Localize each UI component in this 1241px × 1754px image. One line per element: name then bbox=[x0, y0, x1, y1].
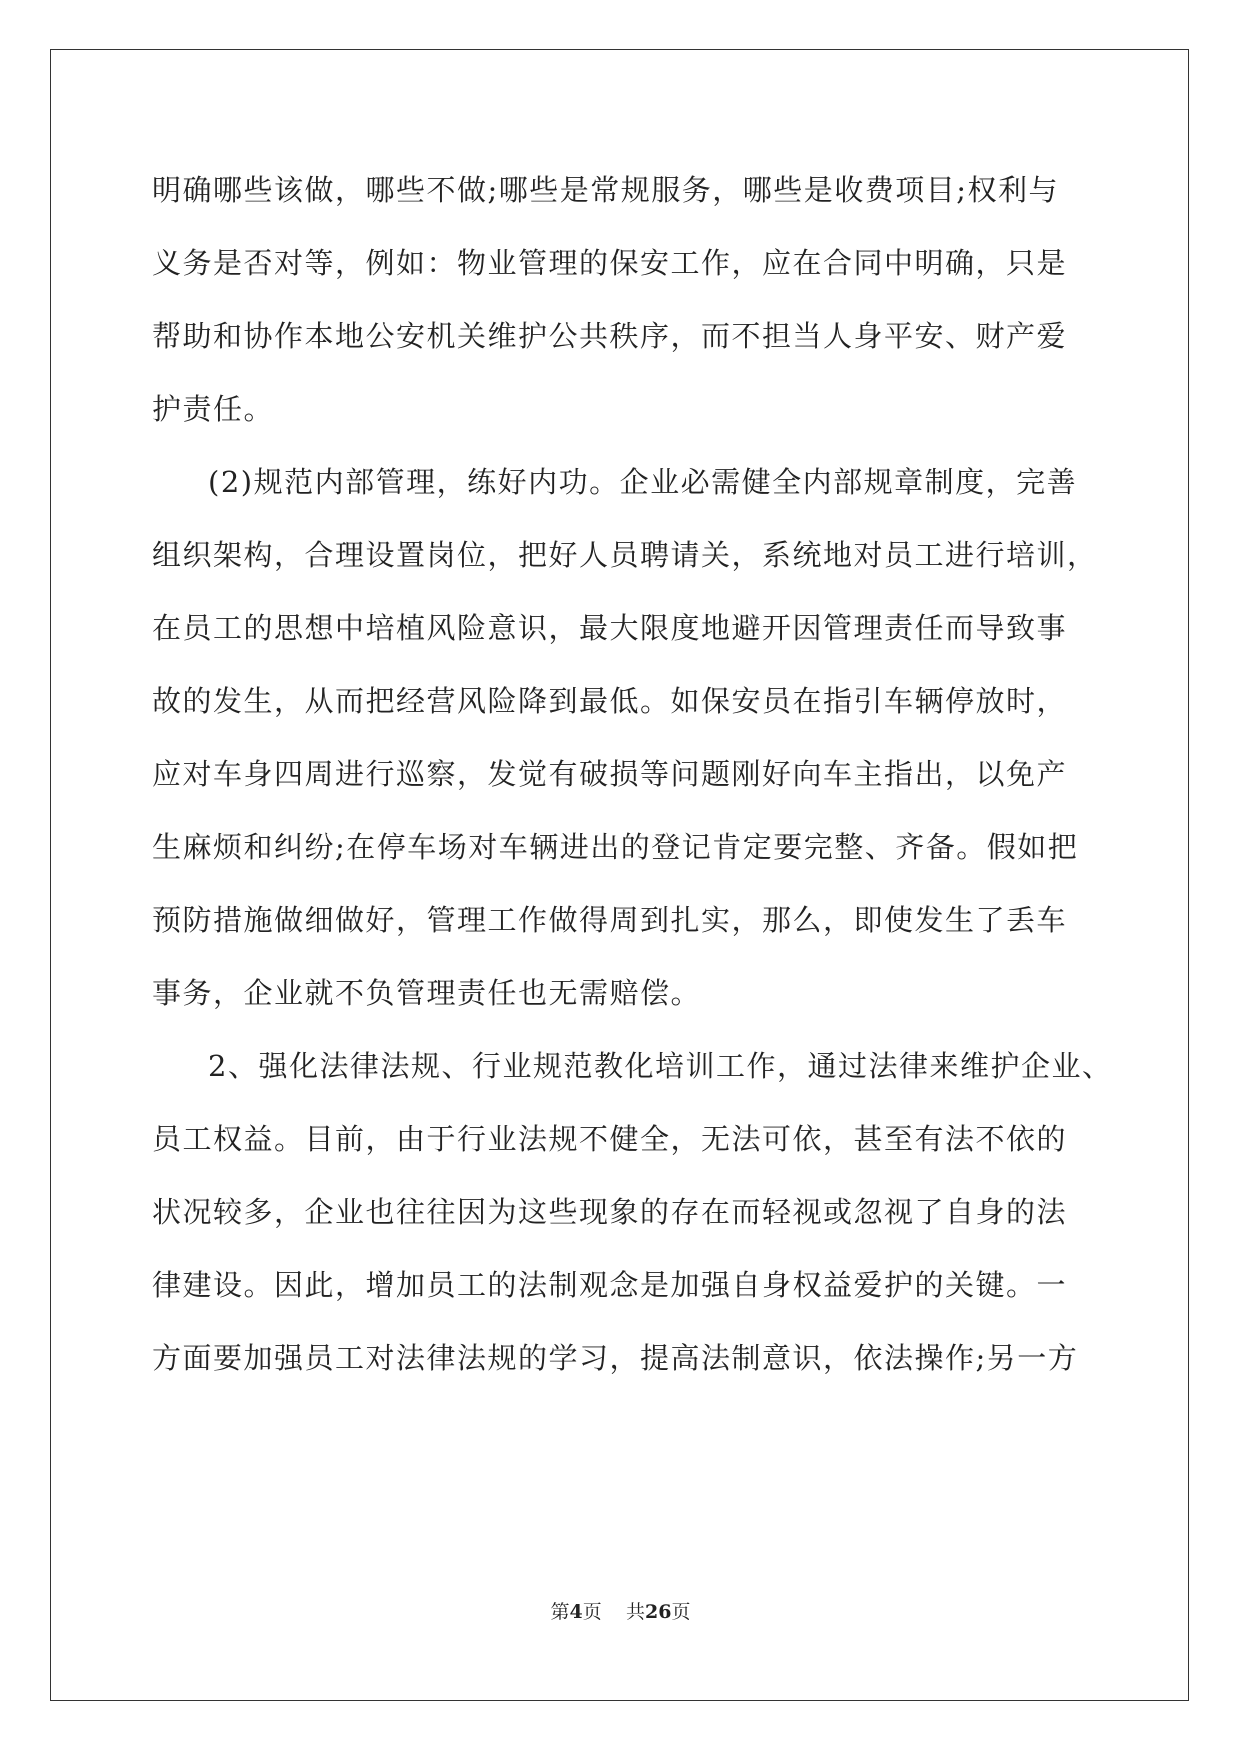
page-footer bbox=[0, 1597, 1241, 1624]
text-line: 应对车身四周进行巡察，发觉有破损等问题刚好向车主指出，以免产 bbox=[152, 757, 1068, 791]
text-line: 在员工的思想中培植风险意识，最大限度地避开因管理责任而导致事 bbox=[152, 611, 1068, 645]
total-suffix: 页 bbox=[671, 1601, 691, 1623]
text-line: 状况较多，企业也往往因为这些现象的存在而轻视或忽视了自身的法 bbox=[152, 1195, 1068, 1229]
total-pages: 26 bbox=[644, 1601, 672, 1623]
total-prefix: 共 bbox=[625, 1601, 645, 1623]
page-prefix: 第 bbox=[550, 1601, 570, 1623]
text-line: 生麻烦和纠纷;在停车场对车辆进出的登记肯定要完整、齐备。假如把 bbox=[152, 830, 1079, 864]
page-suffix: 页 bbox=[582, 1601, 602, 1623]
text-line: 方面要加强员工对法律法规的学习，提高法制意识，依法操作;另一方 bbox=[152, 1341, 1079, 1375]
text-line: 组织架构，合理设置岗位，把好人员聘请关，系统地对员工进行培训， bbox=[152, 538, 1098, 572]
text-line: 护责任。 bbox=[152, 392, 275, 426]
text-line: (2)规范内部管理，练好内功。企业必需健全内部规章制度，完善 bbox=[208, 465, 1078, 499]
text-line: 预防措施做细做好，管理工作做得周到扎实，那么，即使发生了丢车 bbox=[152, 903, 1068, 937]
text-line: 明确哪些该做，哪些不做;哪些是常规服务，哪些是收费项目;权利与 bbox=[152, 173, 1060, 207]
text-line: 员工权益。目前，由于行业法规不健全，无法可依，甚至有法不依的 bbox=[152, 1122, 1068, 1156]
text-line: 义务是否对等，例如：物业管理的保安工作，应在合同中明确，只是 bbox=[152, 246, 1068, 280]
page-number: 4 bbox=[569, 1601, 583, 1623]
text-line: 律建设。因此，增加员工的法制观念是加强自身权益爱护的关键。一 bbox=[152, 1268, 1068, 1302]
text-line: 帮助和协作本地公安机关维护公共秩序，而不担当人身平安、财产爱 bbox=[152, 319, 1068, 353]
text-line: 2、强化法律法规、行业规范教化培训工作，通过法律来维护企业、 bbox=[208, 1049, 1113, 1083]
page-border bbox=[50, 49, 1189, 1701]
text-line: 事务，企业就不负管理责任也无需赔偿。 bbox=[152, 976, 702, 1010]
text-line: 故的发生，从而把经营风险降到最低。如保安员在指引车辆停放时， bbox=[152, 684, 1068, 718]
